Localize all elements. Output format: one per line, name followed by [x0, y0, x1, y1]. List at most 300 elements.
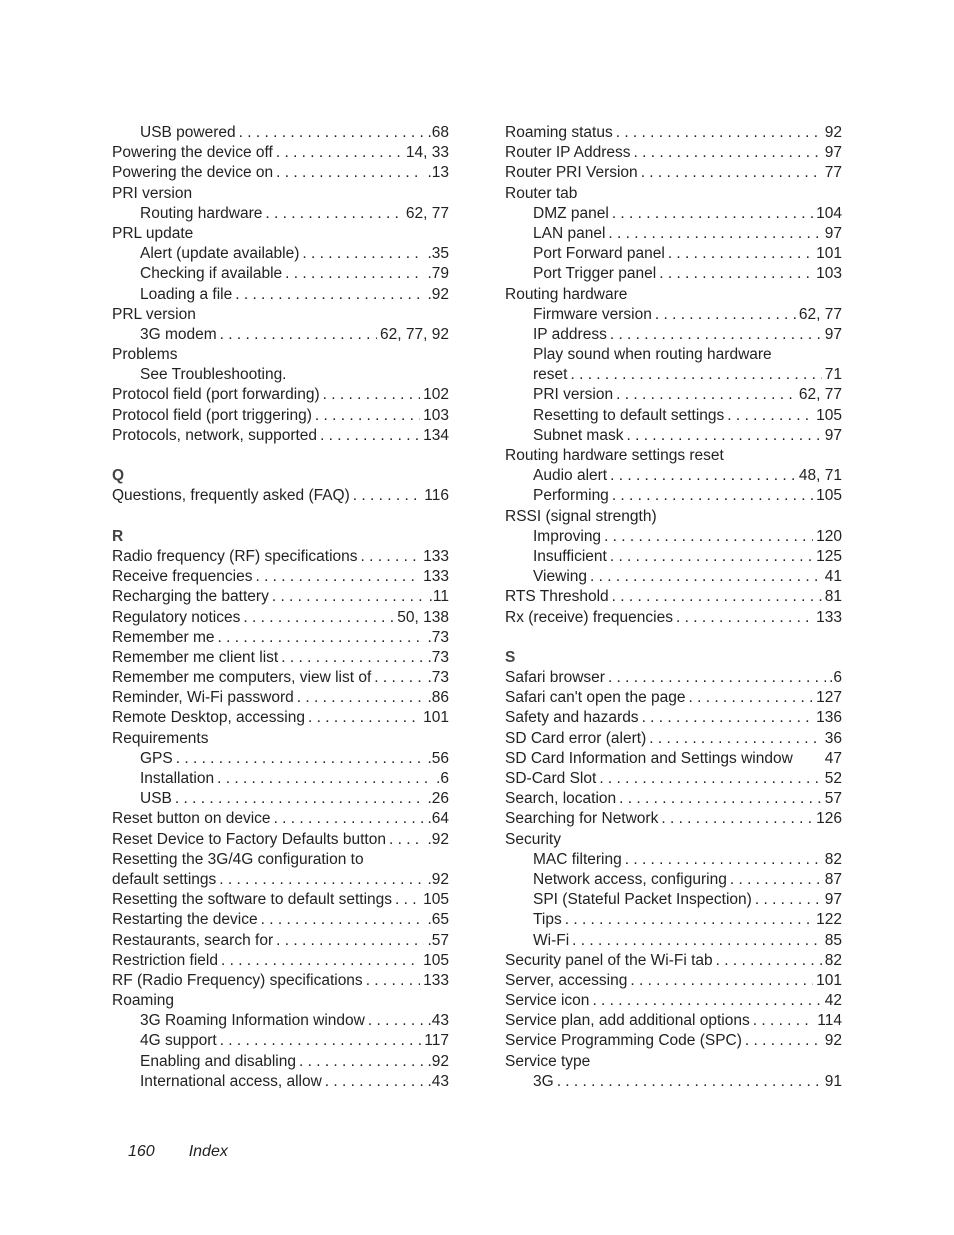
index-subentry [112, 123, 449, 143]
entry-term: PRL update [112, 224, 194, 242]
entry-page-ref: 134 [423, 426, 449, 444]
dot-leader [745, 1031, 822, 1051]
entry-page-ref: 136 [816, 709, 842, 727]
index-subentry [112, 325, 449, 345]
entry-term: Installation [140, 770, 215, 787]
index-entry [505, 729, 842, 749]
dot-leader [276, 163, 424, 183]
dot-leader [610, 325, 822, 345]
entry-page-ref: 105 [423, 951, 449, 969]
entry-page-ref: .11 [428, 588, 449, 606]
dot-leader [727, 406, 813, 426]
index-subentry [505, 264, 842, 284]
index-entry [505, 769, 842, 789]
index-subentry [505, 244, 842, 264]
index-entry [112, 931, 449, 951]
entry-page-ref: .79 [427, 265, 449, 283]
entry-term: Router PRI Version [505, 164, 638, 182]
dot-leader [325, 1072, 425, 1092]
index-entry [505, 123, 842, 143]
entry-term: Performing [533, 487, 609, 505]
index-entry [112, 345, 449, 365]
dot-leader [610, 466, 796, 486]
entry-term: Safety and hazards [505, 709, 639, 727]
index-entry [505, 830, 842, 850]
entry-term: USB powered [140, 124, 236, 141]
entry-page-ref: 62, 77 [405, 204, 449, 222]
entry-page-ref: 48, 71 [798, 467, 842, 485]
dot-leader [592, 991, 821, 1011]
entry-page-ref: 103 [423, 406, 449, 424]
index-entry [505, 1052, 842, 1072]
dot-leader [219, 870, 424, 890]
entry-term: Enabling and disabling [140, 1052, 296, 1070]
entry-page-ref: 133 [423, 568, 449, 586]
dot-leader [361, 547, 421, 567]
index-entry [112, 406, 449, 426]
dot-leader [565, 910, 813, 930]
index-entry [112, 163, 449, 183]
dot-leader [302, 244, 424, 264]
entry-page-ref: 97 [824, 224, 842, 242]
entry-page-ref: 81 [824, 588, 842, 606]
entry-page-ref: .92 [427, 1052, 449, 1070]
entry-term: default settings [112, 870, 217, 888]
index-subentry [112, 285, 449, 305]
index-subentry [112, 1072, 449, 1092]
dot-leader [753, 1011, 815, 1031]
index-entry [112, 668, 449, 688]
entry-term: Remote Desktop, accessing [112, 709, 305, 727]
dot-leader [220, 325, 377, 345]
index-entry [505, 143, 842, 163]
entry-term: SD-Card Slot [505, 770, 597, 787]
index-entry [112, 486, 449, 506]
index-entry [505, 789, 842, 809]
dot-leader [274, 809, 425, 829]
entry-page-ref: 122 [816, 911, 842, 929]
entry-term: Resetting to default settings [533, 406, 725, 424]
dot-leader [649, 729, 822, 749]
dot-leader [320, 426, 420, 446]
entry-page-ref: .43 [427, 1012, 449, 1030]
dot-leader [688, 688, 813, 708]
index-entry [505, 749, 842, 769]
dot-leader [220, 1031, 422, 1051]
index-subentry [505, 527, 842, 547]
entry-term: Powering the device off [112, 144, 273, 162]
index-entry [112, 224, 449, 244]
dot-leader [604, 527, 813, 547]
index-subentry [505, 325, 842, 345]
entry-page-ref: 114 [817, 1012, 842, 1030]
entry-page-ref: 57 [824, 790, 842, 808]
entry-term: reset [533, 366, 568, 384]
entry-page-ref: 97 [824, 891, 842, 909]
entry-term: Router tab [505, 184, 578, 202]
index-entry [112, 991, 449, 1011]
entry-page-ref: .43 [427, 1072, 449, 1090]
dot-leader [261, 910, 425, 930]
dot-leader [676, 608, 813, 628]
entry-term: SD Card Information and Settings window [505, 749, 793, 767]
entry-term: Security [505, 830, 561, 848]
entry-page-ref: .35 [427, 245, 449, 263]
index-subentry [505, 466, 842, 486]
entry-page-ref: 104 [816, 204, 842, 222]
entry-term: RF (Radio Frequency) specifications [112, 971, 363, 989]
entry-page-ref: .73 [427, 669, 449, 687]
index-entry [112, 951, 449, 971]
entry-term: Port Forward panel [533, 245, 665, 263]
index-subentry [505, 486, 842, 506]
entry-term: Recharging the battery [112, 588, 269, 606]
entry-page-ref: .13 [427, 164, 449, 182]
entry-term: Resetting the 3G/4G configuration to [112, 850, 364, 868]
entry-term: 3G [533, 1072, 554, 1090]
index-entry [505, 809, 842, 829]
dot-leader [217, 769, 433, 789]
entry-page-ref: 101 [816, 245, 842, 263]
entry-page-ref: .92 [427, 870, 449, 888]
entry-term: Roaming [112, 992, 175, 1010]
index-entry [505, 1031, 842, 1051]
dot-leader [276, 143, 403, 163]
entry-term: Protocols, network, supported [112, 426, 318, 444]
dot-leader [276, 931, 424, 951]
entry-term: MAC filtering [533, 850, 622, 868]
entry-term: Alert (update available) [140, 245, 300, 263]
entry-term: Port Trigger panel [533, 265, 657, 283]
index-entry [112, 910, 449, 930]
index-entry [505, 184, 842, 204]
index-subentry [112, 264, 449, 284]
dot-leader [641, 163, 822, 183]
entry-term: Service plan, add additional options [505, 1012, 750, 1030]
entry-term: SD Card error (alert) [505, 729, 647, 747]
entry-term: SPI (Stateful Packet Inspection) [533, 891, 752, 909]
entry-term: Routing hardware [505, 285, 628, 303]
dot-leader [608, 668, 826, 688]
index-subentry [505, 567, 842, 587]
entry-term: Network access, configuring [533, 870, 727, 888]
entry-term: Safari browser [505, 669, 605, 687]
dot-leader [299, 1052, 424, 1072]
dot-leader [218, 628, 425, 648]
index-subentry [112, 1031, 449, 1051]
index-entry [112, 547, 449, 567]
page-number: 160 [128, 1143, 155, 1160]
entry-term: DMZ panel [533, 204, 609, 222]
entry-term: Roaming status [505, 124, 613, 141]
entry-page-ref: 103 [816, 265, 842, 283]
entry-term: Service icon [505, 992, 590, 1010]
entry-term: Firmware version [533, 305, 652, 323]
entry-page-ref: .6 [829, 669, 842, 687]
dot-leader [239, 123, 425, 143]
entry-term: Wi-Fi [533, 931, 570, 949]
index-subentry [505, 1072, 842, 1092]
entry-term: Audio alert [533, 467, 608, 485]
entry-term: Radio frequency (RF) specifications [112, 547, 358, 565]
dot-leader [599, 769, 821, 789]
entry-term: Remember me [112, 628, 215, 646]
entry-page-ref: 125 [816, 547, 842, 565]
entry-term: Searching for Network [505, 810, 659, 828]
entry-term: Routing hardware [140, 204, 263, 222]
index-entry [505, 1011, 842, 1031]
entry-page-ref: 87 [824, 870, 842, 888]
entry-page-ref: 62, 77 [798, 305, 842, 323]
entry-page-ref: 62, 77, 92 [380, 325, 449, 343]
dot-leader [626, 426, 821, 446]
dot-leader [642, 708, 814, 728]
dot-leader [175, 789, 425, 809]
index-subentry [505, 547, 842, 567]
index-subentry [505, 224, 842, 244]
entry-page-ref: 62, 77 [798, 386, 842, 404]
index-entry [112, 184, 449, 204]
dot-leader [389, 830, 424, 850]
entry-page-ref: 133 [816, 608, 842, 626]
index-entry [112, 628, 449, 648]
index-entry [505, 507, 842, 527]
entry-page-ref: 97 [824, 325, 842, 343]
index-entry [505, 688, 842, 708]
dot-leader [243, 608, 394, 628]
dot-leader [612, 204, 813, 224]
index-letter-heading: S [505, 648, 516, 666]
index-entry [112, 143, 449, 163]
index-subentry [505, 910, 842, 930]
entry-term: Insufficient [533, 547, 607, 565]
index-column-right [505, 123, 842, 1092]
entry-page-ref: 36 [824, 729, 842, 747]
dot-leader [315, 406, 420, 426]
entry-term: Receive frequencies [112, 568, 253, 586]
entry-term: Security panel of the Wi-Fi tab [505, 951, 713, 969]
dot-leader [570, 365, 821, 385]
entry-term: GPS [140, 749, 173, 767]
index-entry [505, 587, 842, 607]
entry-term: Powering the device on [112, 164, 274, 182]
entry-term: Remember me client list [112, 648, 279, 666]
section-spacer [505, 628, 842, 648]
entry-page-ref: 97 [824, 144, 842, 162]
entry-page-ref: 42 [824, 992, 842, 1010]
entry-page-ref: 126 [816, 810, 842, 828]
entry-term: Viewing [533, 568, 588, 586]
dot-leader [297, 688, 425, 708]
entry-term: Service Programming Code (SPC) [505, 1032, 742, 1050]
index-entry [112, 305, 449, 325]
index-subentry [112, 749, 449, 769]
dot-leader [659, 264, 813, 284]
entry-page-ref: 105 [423, 891, 449, 909]
dot-leader [616, 123, 822, 143]
dot-leader [368, 1011, 425, 1031]
dot-leader [255, 567, 420, 587]
dot-leader [572, 931, 822, 951]
index-subentry [505, 850, 842, 870]
dot-leader [235, 285, 424, 305]
index-letter-heading: Q [112, 467, 125, 485]
dot-leader [374, 668, 424, 688]
entry-term: Reminder, Wi-Fi password [112, 689, 294, 707]
index-subentry [505, 890, 842, 910]
entry-term: Protocol field (port triggering) [112, 406, 312, 424]
entry-term: Router IP Address [505, 144, 631, 162]
entry-term: Server, accessing [505, 971, 628, 989]
entry-page-ref: .6 [436, 770, 449, 787]
index-subentry [112, 1052, 449, 1072]
index-entry [112, 648, 449, 668]
dot-leader [176, 749, 425, 769]
entry-term: Remember me computers, view list of [112, 669, 372, 687]
index-subentry [112, 365, 449, 385]
entry-term: PRL version [112, 305, 196, 323]
entry-term: Resetting the software to default settings [112, 891, 393, 909]
entry-term: RSSI (signal strength) [505, 507, 657, 525]
index-subentry [505, 406, 842, 426]
dot-leader [323, 385, 421, 405]
section-spacer [112, 507, 449, 527]
index-entry [505, 608, 842, 628]
index-entry [505, 163, 842, 183]
entry-term: 4G support [140, 1032, 217, 1050]
dot-leader [730, 870, 822, 890]
dot-leader [557, 1072, 822, 1092]
entry-term: Restarting the device [112, 911, 258, 929]
entry-page-ref: 92 [824, 1032, 842, 1050]
index-subentry [112, 204, 449, 224]
entry-term: Reset button on device [112, 810, 271, 828]
entry-term: PRI version [112, 184, 193, 202]
index-subentry [112, 1011, 449, 1031]
entry-page-ref: 120 [816, 527, 842, 545]
dot-leader [265, 204, 403, 224]
entry-page-ref: .92 [427, 285, 449, 303]
dot-leader [366, 971, 420, 991]
footer-section-title: Index [188, 1143, 228, 1160]
entry-term: LAN panel [533, 224, 606, 242]
entry-term: Subnet mask [533, 426, 624, 444]
entry-page-ref: 101 [816, 971, 842, 989]
index-entry [505, 668, 842, 688]
entry-term: RTS Threshold [505, 588, 609, 606]
entry-page-ref: .92 [427, 830, 449, 848]
entry-term: Questions, frequently asked (FAQ) [112, 487, 350, 505]
index-entry [112, 830, 449, 850]
index-entry [112, 729, 449, 749]
index-entry [505, 708, 842, 728]
dot-leader [612, 486, 813, 506]
entry-page-ref: .73 [427, 628, 449, 646]
entry-page-ref: 50, 138 [397, 608, 449, 626]
dot-leader [755, 890, 822, 910]
entry-term: Protocol field (port forwarding) [112, 386, 320, 404]
entry-term: Rx (receive) frequencies [505, 608, 673, 626]
dot-leader [308, 708, 420, 728]
entry-term: Tips [533, 911, 562, 929]
dot-leader [353, 486, 422, 506]
dot-leader [285, 264, 424, 284]
entry-term: Checking if available [140, 265, 283, 283]
index-subentry [505, 365, 842, 385]
entry-page-ref: .64 [427, 810, 449, 828]
index-entry [112, 567, 449, 587]
index-subentry [112, 244, 449, 264]
entry-page-ref: 82 [824, 951, 842, 969]
entry-term: Routing hardware settings reset [505, 447, 724, 464]
index-entry [112, 587, 449, 607]
entry-term: PRI version [533, 386, 614, 404]
entry-page-ref: 91 [824, 1072, 842, 1090]
entry-page-ref: 85 [824, 931, 842, 949]
entry-page-ref: .73 [427, 648, 449, 666]
entry-page-ref: .57 [427, 931, 449, 949]
entry-page-ref: 14, 33 [405, 144, 449, 162]
entry-page-ref: 41 [824, 568, 842, 586]
index-entry [112, 809, 449, 829]
entry-page-ref: 52 [824, 770, 842, 787]
index-subentry [505, 345, 842, 365]
entry-term: 3G Roaming Information window [140, 1012, 365, 1030]
index-entry [112, 708, 449, 728]
index-subentry [505, 204, 842, 224]
index-entry [505, 991, 842, 1011]
entry-page-ref: .65 [427, 911, 449, 929]
dot-leader [625, 850, 822, 870]
entry-page-ref: .56 [427, 749, 449, 767]
entry-page-ref: 101 [423, 709, 449, 727]
index-entry [112, 688, 449, 708]
dot-leader [608, 224, 821, 244]
dot-leader [281, 648, 424, 668]
index-subentry [505, 870, 842, 890]
index-entry [112, 850, 449, 870]
entry-page-ref: 127 [816, 689, 842, 707]
dot-leader [716, 951, 822, 971]
section-spacer [112, 446, 449, 466]
entry-term: Search, location [505, 790, 617, 808]
entry-term: Safari can't open the page [505, 689, 686, 707]
index-entry [505, 446, 842, 466]
entry-term: Play sound when routing hardware [533, 346, 772, 364]
dot-leader [610, 547, 813, 567]
entry-term: Improving [533, 527, 602, 545]
index-subentry [112, 789, 449, 809]
dot-leader [221, 951, 420, 971]
index-entry [112, 890, 449, 910]
entry-term: Restaurants, search for [112, 931, 274, 949]
entry-page-ref: 71 [824, 366, 842, 384]
index-subentry [505, 305, 842, 325]
dot-leader [668, 244, 813, 264]
entry-page-ref: 82 [824, 850, 842, 868]
dot-leader [630, 971, 813, 991]
entry-page-ref: 92 [824, 124, 842, 141]
entry-page-ref: 133 [423, 547, 449, 565]
entry-term: Problems [112, 346, 178, 364]
dot-leader [590, 567, 822, 587]
dot-leader [395, 890, 420, 910]
entry-term: Regulatory notices [112, 608, 241, 626]
entry-page-ref: 117 [424, 1032, 449, 1050]
entry-page-ref: 105 [816, 406, 842, 424]
index-entry [505, 285, 842, 305]
entry-page-ref: 102 [423, 386, 449, 404]
